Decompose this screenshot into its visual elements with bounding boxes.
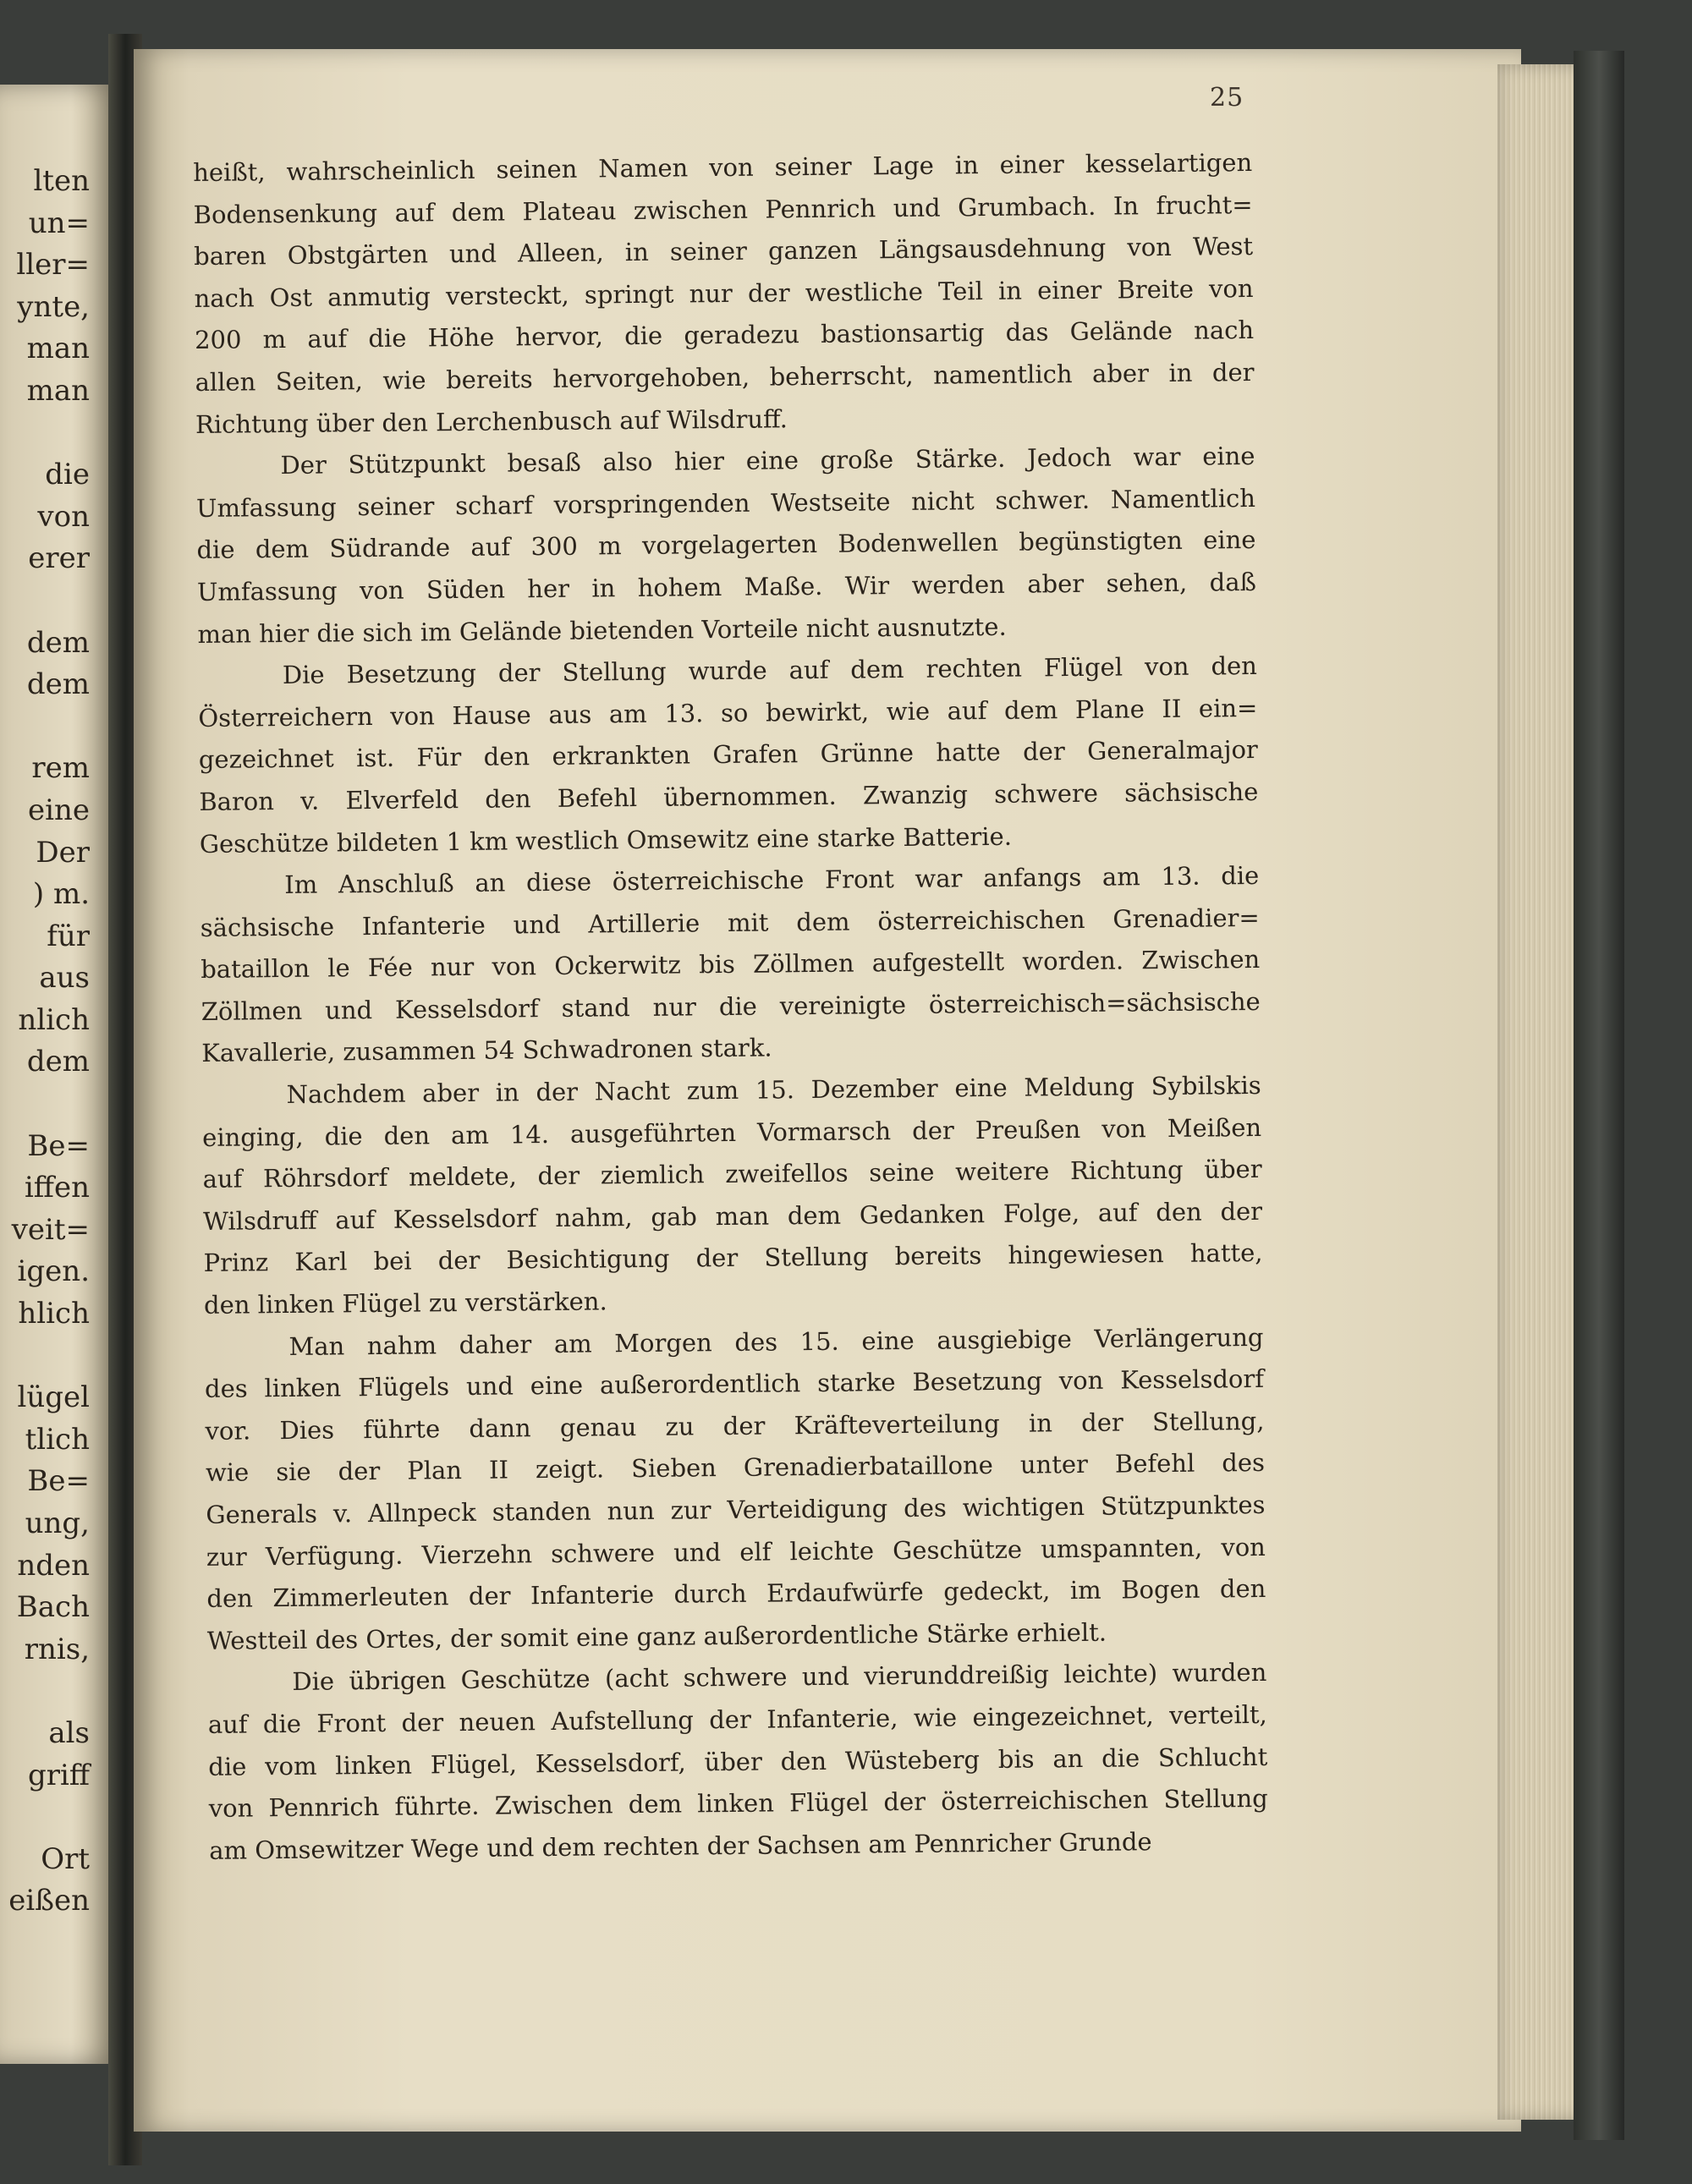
left-page-fragment [0,1084,102,1126]
text-line: allen Seiten, wie bereits hervorgehoben, beherrscht, namentlich aber in der [195,357,1255,397]
left-page-fragment: hlich [18,1297,90,1331]
paragraph [195,436,1256,656]
left-page-fragment: ung, [25,1506,90,1540]
text-line: baren Obstgärten und Alleen, in seiner ganzen Längsausdehnung von West [194,232,1254,272]
paragraph [207,1652,1268,1872]
paragraph [204,1317,1266,1663]
text-line: heißt, wahrscheinlich seinen Namen von seiner Lage in einer kesselartigen [193,147,1253,187]
left-page-fragment: für [47,919,90,953]
left-page-fragment: man [26,373,90,408]
left-page-fragment: aus [39,961,90,996]
paragraph [201,1065,1263,1327]
left-page-fragment: dem [26,1045,90,1079]
body-text [193,142,1268,1872]
left-page-fragment: un= [28,206,90,240]
text-line: die dem Südrande auf 300 m vorgelagerten Bodenwellen begünstigten eine [196,525,1256,565]
text-line: Westteil des Ortes, der somit eine ganz außerordentliche Stärke erhielt. [206,1617,1107,1655]
text-line: Richtung über den Lerchenbusch auf Wilsdruff. [195,403,788,439]
text-line: gezeichnet ist. Für den erkrankten Grafen Grünne hatte der Generalmajor [198,735,1259,775]
text-line: Geschütze bildeten 1 km westlich Omsewitz eine starke Batterie. [199,821,1013,859]
left-page-fragment: ynte, [17,289,90,324]
text-line: Österreichern von Hause aus am 13. so bewirkt, wie auf dem Plane II ein= [198,693,1258,733]
text-line: Umfassung von Süden her in hohem Maße. Wir werden aber sehen, daß [196,567,1257,606]
text-line: den Zimmerleuten der Infanterie durch Erdaufwürfe gedeckt, im Bogen den [206,1574,1266,1614]
text-line: Bodensenkung auf dem Plateau zwischen Pennrich und Grumbach. In frucht= [193,189,1253,229]
left-page-fragment: dem [26,667,90,702]
text-line: Der Stützpunkt besaß also hier eine große Stärke. Jedoch war eine [280,442,1255,480]
left-page-fragment: Be= [27,1128,90,1163]
left-page-fragment [0,1671,102,1713]
book-cover-edge [1574,51,1624,2140]
left-page-fragment: igen. [17,1254,90,1289]
text-line: am Omsewitzer Wege und dem rechten der Sachsen am Pennricher Grunde [209,1826,1152,1865]
left-page-fragment: dem [26,625,90,660]
text-line: den linken Flügel zu verstärken. [203,1287,607,1320]
text-line: Die übrigen Geschütze (acht schwere und vierunddreißig leichte) wurden [292,1658,1267,1697]
text-line: von Pennrich führte. Zwischen dem linken Flügel der österreichischen Stellung [208,1784,1268,1824]
left-page-fragment: eißen [8,1884,90,1918]
text-line: die vom linken Flügel, Kesselsdorf, über den Wüsteberg bis an die Schlucht [208,1742,1268,1781]
left-page-fragment: als [48,1715,90,1750]
left-page-text-fragments [0,161,102,1923]
text-line: zur Verfügung. Vierzehn schwere und elf leichte Geschütze umspannten, von [206,1532,1266,1572]
text-line: bataillon le Fée nur von Ockerwitz bis Zöllmen aufgestellt worden. Zwischen [201,945,1261,985]
text-line: Prinz Karl bei der Besichtigung der Stellung bereits hingewiesen hatte, [203,1238,1263,1278]
left-page-fragment: von [37,499,90,534]
left-page-fragment: man [26,332,90,366]
text-line: auf die Front der neuen Aufstellung der Infanterie, wie eingezeichnet, verteilt, [207,1699,1267,1739]
left-page-fragment: rnis, [24,1632,90,1666]
text-line: Generals v. Allnpeck standen nun zur Verteidigung des wichtigen Stützpunktes [206,1490,1266,1529]
left-page-fragment: Ort [41,1841,90,1876]
text-line: Die Besetzung der Stellung wurde auf dem rechten Flügel von den [282,651,1258,690]
text-line: Baron v. Elverfeld den Befehl übernommen. Zwanzig schwere sächsische [199,776,1259,816]
text-line: Kavallerie, zusammen 54 Schwadronen stark. [201,1033,772,1068]
left-page-fragment: erer [28,541,90,576]
paragraph [193,142,1255,446]
left-page-fragment: tlich [25,1422,90,1457]
left-page-fragment: ) m. [32,877,90,912]
left-page-fragment: rem [31,751,90,786]
left-page-fragment: veit= [11,1212,90,1247]
left-page-fragment: nlich [18,1002,90,1037]
page-number: 25 [1210,83,1244,112]
left-page-fragment [0,413,102,455]
left-page-fragment [0,1336,102,1378]
text-line: vor. Dies führte dann genau zu der Kräfteverteilung in der Stellung, [205,1406,1265,1446]
text-line: sächsische Infanterie und Artillerie mit dem österreichischen Grenadier= [200,903,1260,942]
text-line: Im Anschluß an diese österreichische Front war anfangs am 13. die [284,861,1260,900]
left-page-fragment: iffen [24,1171,90,1205]
text-line: Zöllmen und Kesselsdorf stand nur die vereinigte österreichisch=sächsische [201,986,1261,1026]
text-line: einging, die den am 14. ausgeführten Vormarsch der Preußen von Meißen [202,1112,1262,1152]
left-page-fragment: lügel [17,1380,90,1415]
left-page-fragment [0,706,102,749]
text-line: Wilsdruff auf Kesselsdorf nahm, gab man dem Gedanken Folge, auf den der [202,1196,1263,1236]
text-line: Umfassung seiner scharf vorspringenden Westseite nicht schwer. Namentlich [195,483,1256,523]
left-page-fragment: Bach [16,1590,90,1625]
text-line: wie sie der Plan II zeigt. Sieben Grenadierbataillone unter Befehl des [205,1448,1266,1488]
text-line: auf Röhrsdorf meldete, der ziemlich zweifellos seine weitere Richtung über [202,1155,1262,1194]
text-line: 200 m auf die Höhe hervor, die geradezu bastionsartig das Gelände nach [194,316,1255,355]
left-page-fragment: Be= [27,1464,90,1499]
left-page-fragment: ller= [16,248,90,283]
paragraph [198,645,1259,865]
left-page-fragment: nden [17,1548,90,1583]
left-page-fragment: die [45,458,90,492]
left-page-fragment [0,1797,102,1839]
text-line: nach Ost anmutig versteckt, springt nur der westliche Teil in einer Breite von [194,273,1254,313]
text-line: Man nahm daher am Morgen des 15. eine ausgiebige Verlängerung [288,1322,1264,1361]
text-line: Nachdem aber in der Nacht zum 15. Dezember eine Meldung Sybilskis [286,1070,1261,1110]
text-line: man hier die sich im Gelände bietenden Vorteile nicht ausnutzte. [197,612,1007,649]
left-page-fragment: griff [27,1758,90,1792]
left-page-fragment: Der [36,835,90,870]
left-page-fragment [0,580,102,623]
left-page-fragment: eine [27,793,90,827]
left-page-fragment: lten [33,164,90,198]
paragraph [200,855,1261,1075]
text-line: des linken Flügels und eine außerordentlich starke Besetzung von Kesselsdorf [204,1364,1265,1404]
